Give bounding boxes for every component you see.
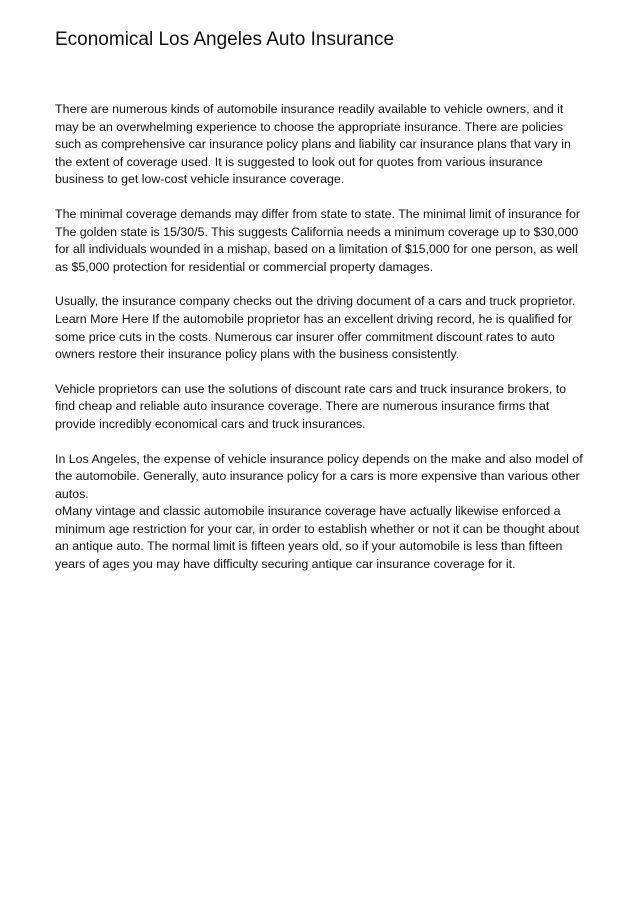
- document-body: [55, 101, 585, 591]
- paragraph-driving-record: Usually, the insurance company checks out the driving document of a cars and truck proprietor. Learn More Here If the automobile proprietor has an excellent driving record, he is qualified for some price cuts in the costs. Numerous car insurer offer commitment discount rates to auto owners restore their insurance policy plans with the business consistently.: [55, 294, 576, 362]
- paragraph-minimal-coverage: The minimal coverage demands may differ from state to state. The minimal limit of insurance for The golden state is 15/30/5. This suggests California needs a minimum coverage up to $30,000 for all individuals wounded in a mishap, based on a limitation of $15,000 for one person, as well as $5,000 protection for residential or commercial property damages.: [55, 206, 580, 274]
- document-title: Economical Los Angeles Auto Insurance: [55, 29, 395, 50]
- paragraph-vintage-classic: oMany vintage and classic automobile insurance coverage have actually likewise enforced a minimum age restriction for your car, in order to establish whether or not it can be thought about an antique auto. The normal limit is fifteen years old, so if your automobile is less than fifteen years of ages you may have difficulty securing antique car insurance coverage for it.: [55, 504, 580, 572]
- paragraph-los-angeles-cost: In Los Angeles, the expense of vehicle insurance policy depends on the make and also model of the automobile. Generally, auto insurance policy for a cars is more expensive than various other autos.: [55, 451, 583, 501]
- paragraph-insurance-brokers: Vehicle proprietors can use the solutions of discount rate cars and truck insurance brokers, to find cheap and reliable auto insurance coverage. There are numerous insurance firms that provide incredibly economical cars and truck insurances.: [55, 381, 567, 431]
- paragraph-insurance-types: There are numerous kinds of automobile insurance readily available to vehicle owners, and it may be an overwhelming experience to choose the appropriate insurance. There are policies such as comprehensive car insurance policy plans and liability car insurance plans that vary in the extent of coverage used. It is suggested to look out for quotes from various insurance business to get low-cost vehicle insurance coverage.: [55, 102, 571, 187]
